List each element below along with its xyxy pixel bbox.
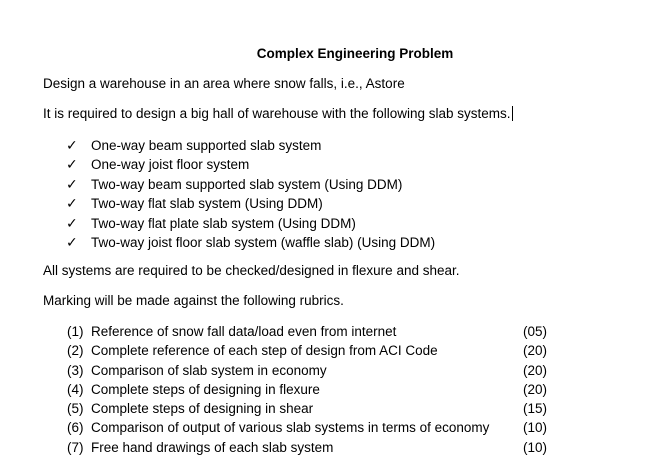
rubric-marks: (15) [522, 401, 547, 417]
marking-note: Marking will be made against the following rubrics. [43, 293, 344, 308]
list-item [66, 175, 435, 194]
rubric-marks: (20) [522, 381, 547, 397]
rubric-item [67, 380, 557, 399]
rubric-number: (2) [67, 343, 84, 359]
rubric-text: Reference of snow fall data/load even from internet [91, 324, 397, 339]
rubric-item [67, 361, 557, 380]
list-item [66, 214, 435, 233]
rubric-marks: (10) [522, 420, 547, 436]
rubric-number: (6) [67, 420, 84, 436]
intro-paragraph: Design a warehouse in an area where snow falls, i.e., Astore [43, 76, 405, 91]
list-item-text: One-way beam supported slab system [91, 138, 322, 153]
rubric-text: Complete steps of designing in shear [91, 401, 314, 417]
rubric-text: Comparison of slab system in economy [91, 362, 327, 378]
check-icon: ✓ [66, 233, 78, 250]
list-item [66, 136, 435, 155]
check-icon: ✓ [66, 137, 78, 153]
list-item-text: Two-way beam supported slab system (Using DDM) [91, 176, 403, 192]
rubric-marks: (10) [522, 439, 547, 455]
list-item-text: Two-way joist floor slab system (waffle slab) (Using DDM) [91, 234, 436, 250]
list-item-text: Two-way flat slab system (Using DDM) [91, 196, 323, 212]
rubric-item [67, 399, 557, 418]
rubric-marks: (20) [522, 362, 547, 378]
list-item-text: Two-way flat plate slab system (Using DDM) [91, 215, 356, 231]
rubric-number: (5) [67, 401, 84, 417]
rubric-number: (1) [67, 324, 84, 339]
text-cursor [512, 106, 513, 121]
list-item [66, 155, 435, 174]
checking-note: All systems are required to be checked/designed in flexure and shear. [43, 263, 460, 278]
check-icon: ✓ [66, 214, 78, 231]
list-item [66, 233, 435, 252]
check-icon: ✓ [66, 175, 78, 192]
rubric-item [67, 341, 557, 360]
check-icon: ✓ [66, 156, 78, 173]
rubric-number: (3) [67, 362, 84, 378]
rubric-marks: (05) [522, 324, 547, 339]
list-item-text: One-way joist floor system [91, 157, 250, 173]
rubric-number: (7) [67, 439, 84, 455]
rubric-text: Complete steps of designing in flexure [91, 381, 320, 397]
check-icon: ✓ [66, 195, 78, 212]
requirement-text: It is required to design a big hall of warehouse with the following slab systems. [43, 106, 511, 121]
rubric-text: Free hand drawings of each slab system [91, 439, 334, 455]
rubric-item [67, 418, 557, 437]
rubric-marks: (20) [522, 343, 547, 359]
slab-systems-list [66, 136, 435, 252]
rubric-item [67, 322, 557, 341]
rubric-text: Complete reference of each step of design from ACI Code [91, 343, 438, 359]
rubrics-list [67, 322, 557, 457]
rubric-item [67, 438, 557, 457]
rubric-text: Comparison of output of various slab systems in terms of economy [91, 420, 490, 436]
requirement-paragraph [43, 106, 513, 121]
list-item [66, 194, 435, 213]
rubric-number: (4) [67, 381, 84, 397]
document-title: Complex Engineering Problem [256, 46, 454, 61]
